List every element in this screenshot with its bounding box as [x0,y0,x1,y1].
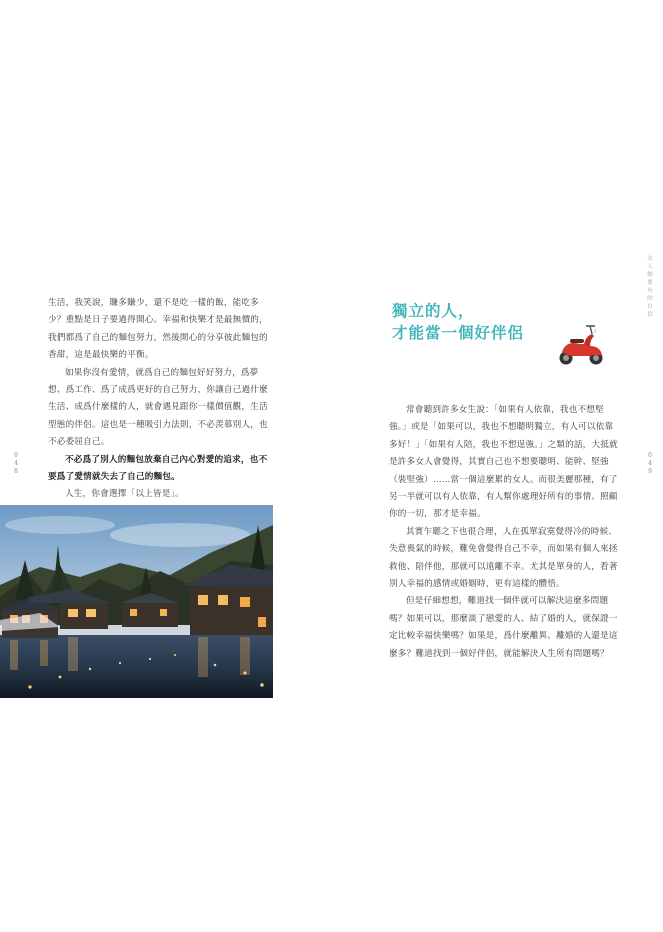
left-paragraph-1: 生活，我笑說，賺多賺少，還不是吃一樣的飯，能吃多少？重點是日子要過得開心。幸福和快樂才是最無價的，我們都爲了自己的麵包努力，然後開心的分享彼此麵包的香甜，這是最快樂的平衡。 [48,298,268,361]
right-page-number: 0 4 9 [648,452,652,475]
left-paragraph-3: 不必爲了別人的麵包放棄自己內心對愛的追求，也不要爲了愛情就失去了自己的麵包。 [48,454,268,483]
right-paragraph-2: 其實乍聽之下也很合理，人在孤單寂寞覺得冷的時候、失意喪氣的時候，難免會覺得自己不幸，而如果有個人來拯救他、陪伴他，那就可以遠離不幸。尤其是單身的人，看著別人幸福的感情或婚姻時，更有這樣的體悟。 [389,526,618,590]
chapter-title [392,300,524,344]
right-body-text [389,402,621,663]
running-header: 女 人 總 要 有 的 自 信 [647,256,653,318]
red-scooter-illustration [556,322,606,368]
right-paragraph-1: 常會聽到許多女生說：「如果有人依靠，我也不想堅強。」或是「如果可以，我也不想聰明獨立，有人可以依靠多好！」「如果有人陪，我也不想逞強。」之類的話，大抵就是許多女人會覺得，其實自己也不想要聰明、能幹、堅強（裝堅強）……當一個這麼累的女人。而很美麗那種，有了另一半就可以有人依靠，有人幫你處理好所有的事情、照顧你的一切，那才是幸福。 [389,405,618,520]
chapter-title-line-1: 獨立的人， [392,301,475,320]
right-paragraph-3: 但是仔細想想，難道找一個伴就可以解決這麼多問題嗎？如果可以，那麼談了戀愛的人、結了婚的人，就保證一定比較幸福快樂嗎？如果是，爲什麼離異、離婚的人還是這麼多？難道找到一個好伴侶，就能解決人生所有問題嗎？ [389,596,618,659]
left-paragraph-2: 如果你沒有愛情，就爲自己的麵包好好努力，爲夢想、爲工作、爲了成爲更好的自己努力，你讓自己過什麼生活、成爲什麼樣的人，就會遇見跟你一樣價值觀，生活型態的伴侶。這也是一種吸引力法則，不必羨慕別人，也不必委屈自己。 [48,367,268,448]
chapter-title-line-2: 才能當一個好伴侶 [392,323,525,342]
lakeside-village-photo [0,505,273,698]
left-page-number: 0 4 8 [14,452,18,475]
left-paragraph-4: 人生，你會選擇「以上皆是」。 [65,489,184,500]
left-body-text [48,295,273,504]
